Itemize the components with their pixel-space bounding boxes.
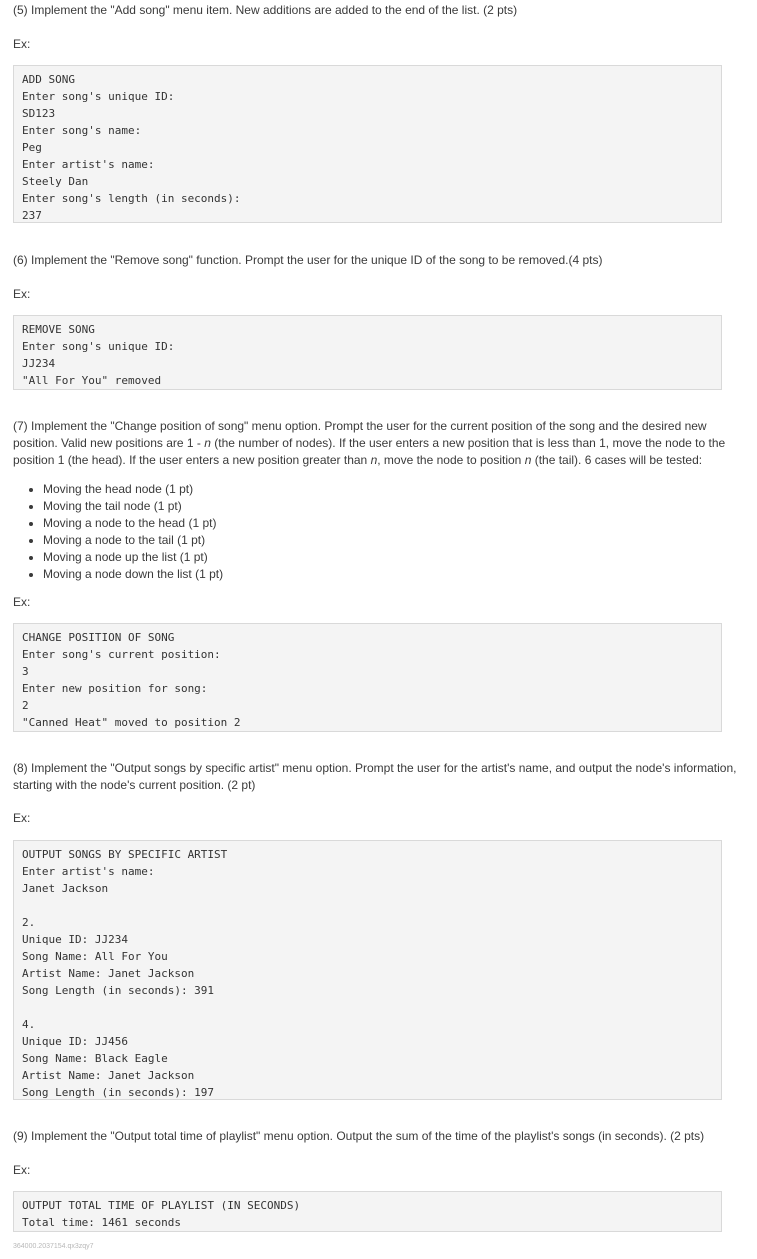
code-line: OUTPUT TOTAL TIME OF PLAYLIST (IN SECONDS) [22, 1199, 301, 1212]
code-line: Enter song's unique ID: [22, 340, 175, 353]
code-line: "All For You" removed [22, 374, 162, 387]
section-8-text: (8) Implement the "Output songs by specific artist" menu option. Prompt the user for the artist's name, and output the node's information, starting with the node's current position. (2 pt) [13, 761, 737, 792]
code-line: Artist Name: Janet Jackson [22, 1069, 195, 1082]
code-line: ADD SONG [22, 73, 75, 86]
code-line: Song Length (in seconds): 197 [22, 1086, 215, 1099]
code-line: Steely Dan [22, 175, 89, 188]
section-7-text-part4: (the tail). 6 cases will be tested: [531, 453, 703, 467]
code-line: 3 [22, 665, 29, 678]
section-6-text: (6) Implement the "Remove song" function. Prompt the user for the unique ID of the song to be removed.(4 pts) [13, 253, 603, 267]
section-5-text: (5) Implement the "Add song" menu item. New additions are added to the end of the list. (2 pts) [13, 3, 518, 17]
code-line: Unique ID: JJ234 [22, 933, 128, 946]
list-item: • Moving a node down the list (1 pt) [43, 566, 223, 583]
code-line: Enter song's length (in seconds): [22, 192, 241, 205]
section-7-n3: n [524, 453, 532, 467]
section-6-ex-label: Ex: [13, 287, 31, 301]
code-line: Unique ID: JJ456 [22, 1035, 128, 1048]
section-9-code-block [13, 1191, 722, 1232]
section-7-text-part2: (the number of nodes). If the user enters a new position that is less than 1, move the node to the position 1 (the head). If the user enters a new position greater than [13, 436, 726, 467]
list-item: • Moving the head node (1 pt) [43, 481, 223, 498]
section-7-n2: n [370, 453, 378, 467]
code-line: "Canned Heat" moved to position 2 [22, 716, 241, 729]
code-line: Enter artist's name: [22, 158, 155, 171]
section-7-text [13, 418, 741, 469]
code-line: 2. [22, 916, 36, 929]
code-line: Enter song's unique ID: [22, 90, 175, 103]
code-line: 2 [22, 699, 29, 712]
list-item: • Moving a node up the list (1 pt) [43, 549, 223, 566]
code-line: Enter song's current position: [22, 648, 221, 661]
code-blank-line [22, 999, 713, 1016]
section-7-n1: n [204, 436, 211, 450]
code-line: REMOVE SONG [22, 323, 95, 336]
code-line: Janet Jackson [22, 882, 109, 895]
code-line: 4. [22, 1018, 36, 1031]
code-line: 237 [22, 209, 42, 222]
code-blank-line [22, 897, 713, 914]
section-9-ex-label: Ex: [13, 1163, 31, 1177]
section-7-test-cases-list [13, 481, 223, 583]
code-line: CHANGE POSITION OF SONG [22, 631, 175, 644]
section-7-text-part3: , move the node to position [377, 453, 525, 467]
section-8-ex-label: Ex: [13, 811, 31, 825]
code-line: Enter artist's name: [22, 865, 155, 878]
section-7-code-block [13, 623, 722, 732]
code-line: Total time: 1461 seconds [22, 1216, 181, 1229]
code-line: Peg [22, 141, 42, 154]
list-item: • Moving a node to the head (1 pt) [43, 515, 223, 532]
code-line: Song Length (in seconds): 391 [22, 984, 215, 997]
code-line: Enter new position for song: [22, 682, 208, 695]
list-item: • Moving the tail node (1 pt) [43, 498, 223, 515]
code-line: Artist Name: Janet Jackson [22, 967, 195, 980]
section-7-ex-label: Ex: [13, 595, 31, 609]
code-line: JJ234 [22, 357, 56, 370]
section-5-code-block [13, 65, 722, 223]
code-line: Song Name: Black Eagle [22, 1052, 168, 1065]
section-6-code-block [13, 315, 722, 390]
section-8-code-block [13, 840, 722, 1100]
section-5-ex-label: Ex: [13, 37, 31, 51]
code-line: Enter song's name: [22, 124, 142, 137]
code-line: SD123 [22, 107, 56, 120]
list-item: • Moving a node to the tail (1 pt) [43, 532, 223, 549]
code-line: OUTPUT SONGS BY SPECIFIC ARTIST [22, 848, 228, 861]
section-9-text: (9) Implement the "Output total time of playlist" menu option. Output the sum of the time of the playlist's songs (in seconds). (2 pts) [13, 1129, 705, 1143]
footer-id: 364000.2037154.qx3zqy7 [13, 1243, 94, 1250]
code-line: Song Name: All For You [22, 950, 168, 963]
section-7-text-part1: (7) Implement the "Change position of song" menu option. Prompt the user for the current position of the song and the desired new position. Valid new positions are 1 - [13, 419, 707, 450]
